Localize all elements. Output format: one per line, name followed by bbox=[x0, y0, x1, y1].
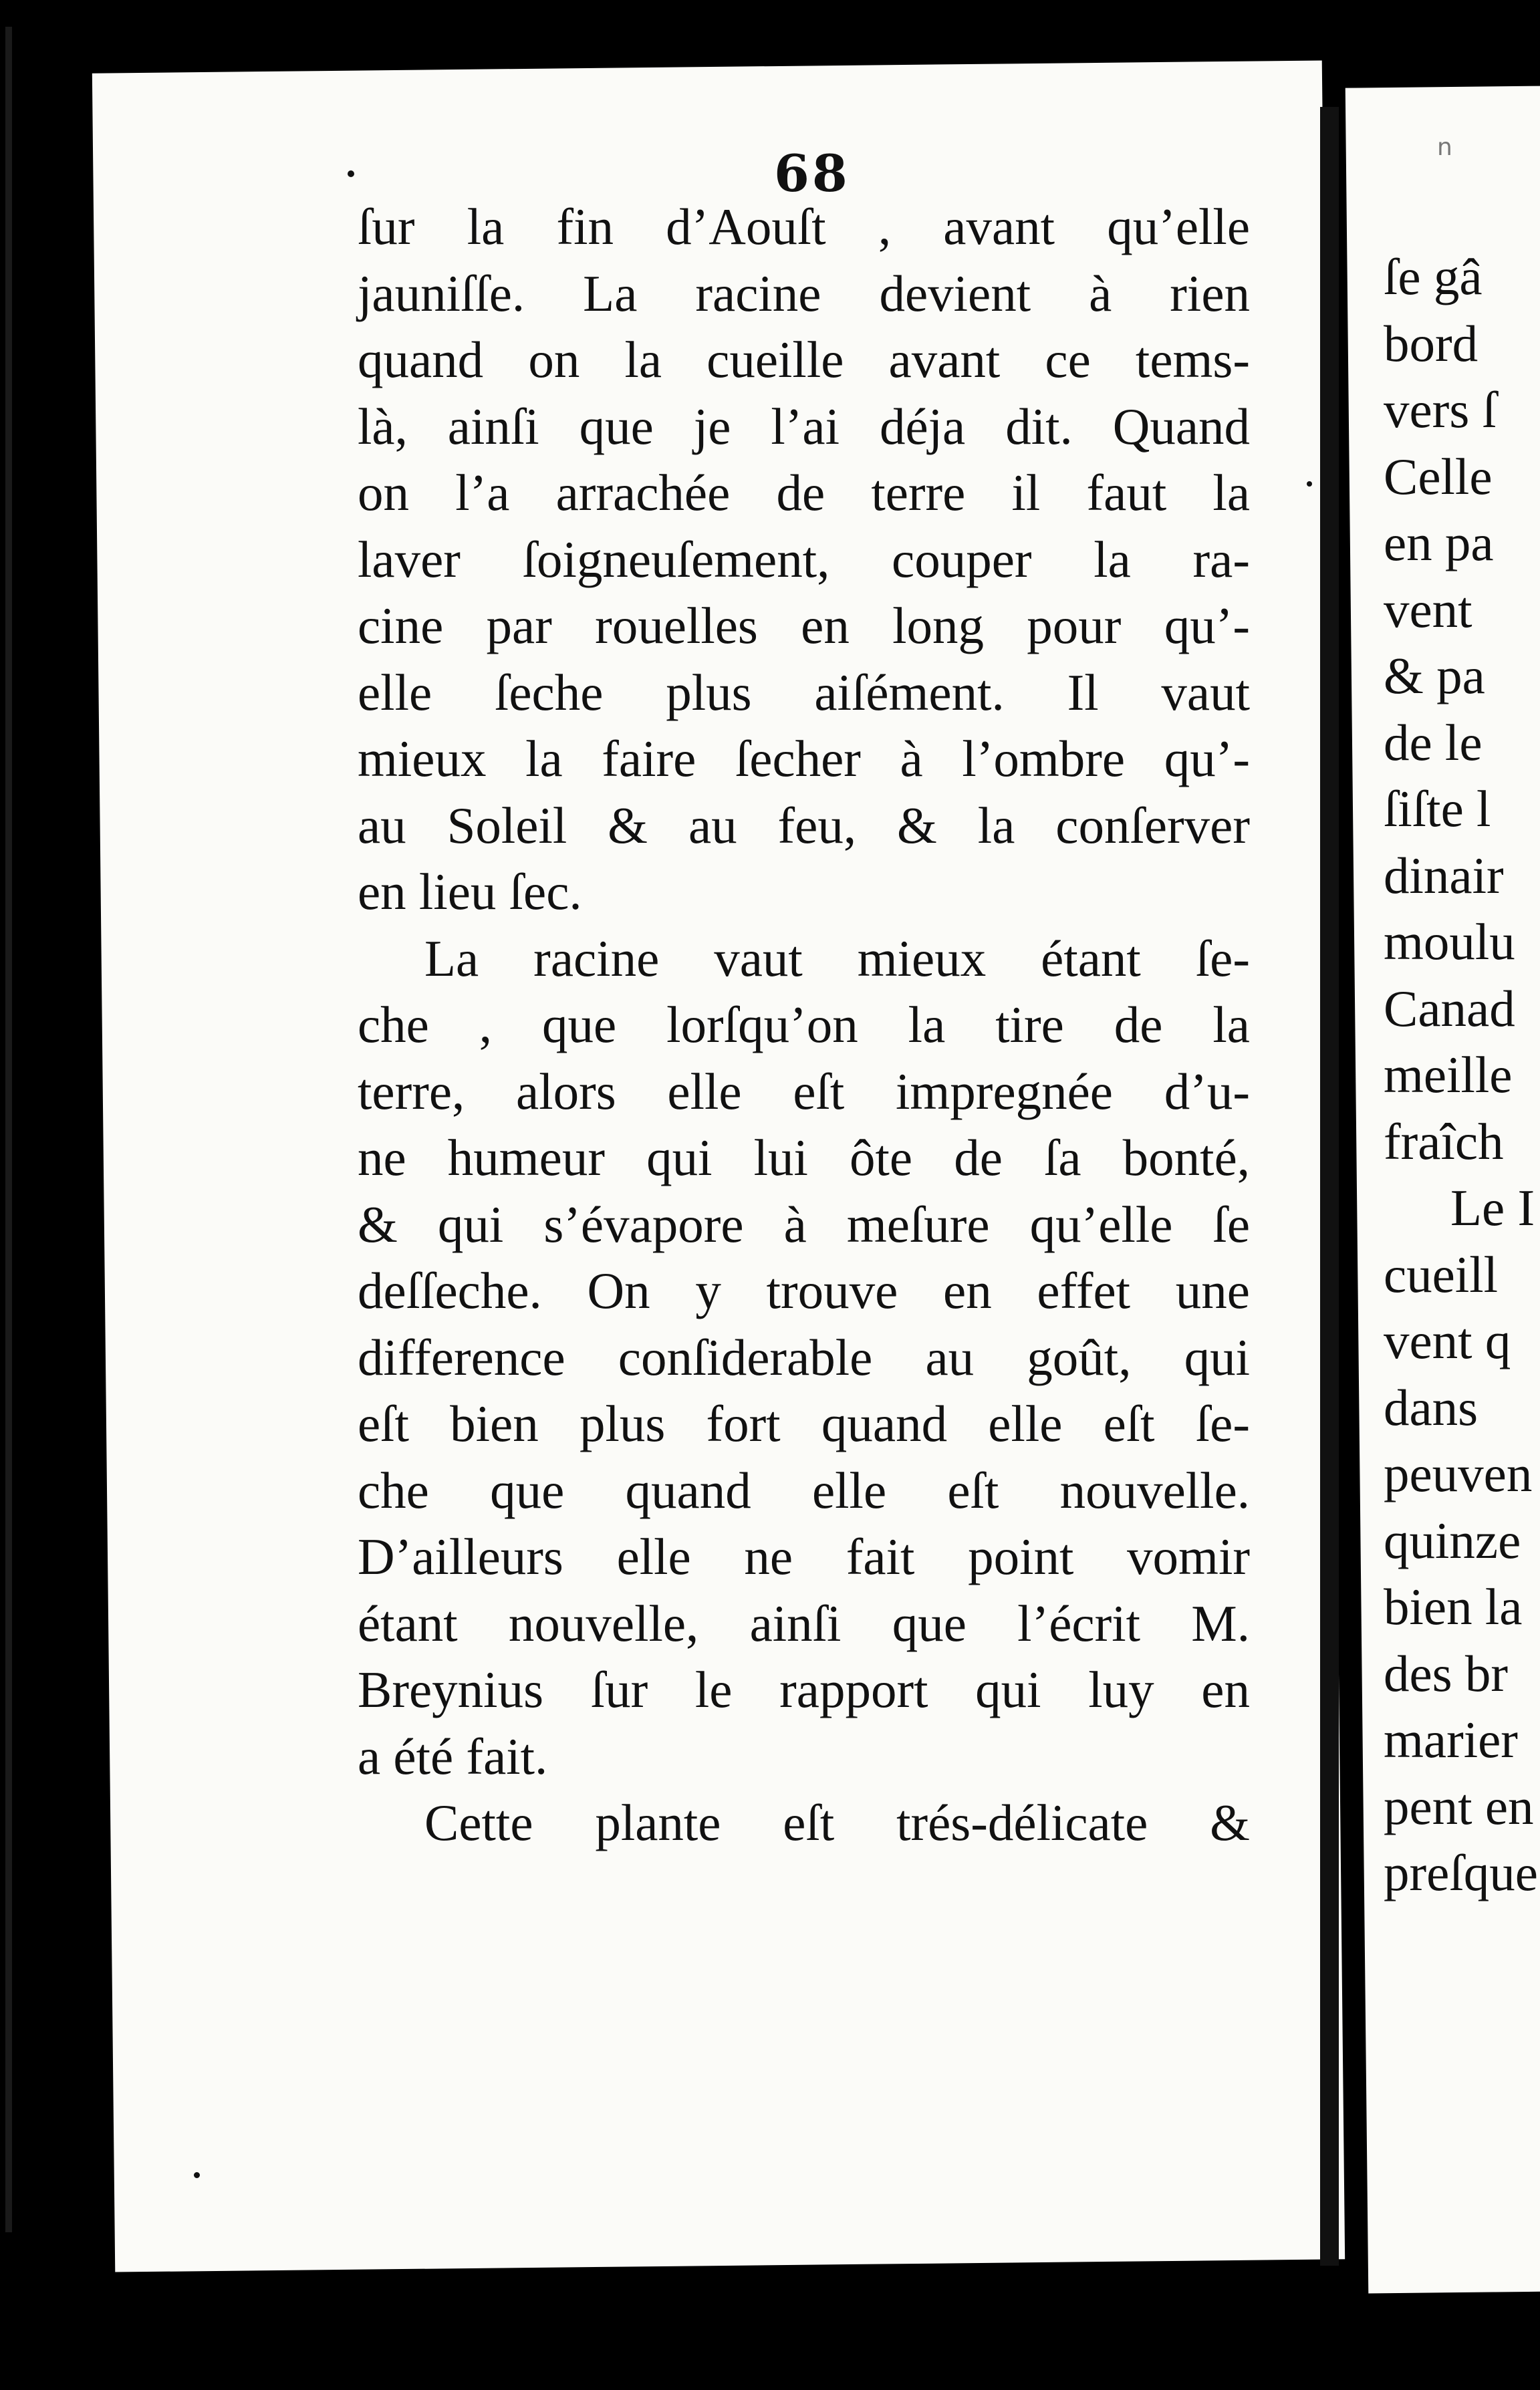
text-line: au Soleil & au feu, & la conſerver bbox=[358, 796, 1250, 854]
ink-speck bbox=[1307, 481, 1312, 487]
facing-text-line: vers ſ bbox=[1384, 381, 1497, 438]
facing-text-line: moulu bbox=[1384, 913, 1515, 970]
text-line: étant nouvelle, ainſi que l’écrit M. bbox=[358, 1594, 1250, 1652]
facing-text-line: dans bbox=[1384, 1378, 1479, 1436]
facing-text-line: bord bbox=[1384, 314, 1479, 372]
facing-text-line: des br bbox=[1384, 1644, 1509, 1702]
ink-speck bbox=[348, 170, 354, 177]
text-line: che que quand elle eſt nouvelle. bbox=[358, 1461, 1250, 1519]
page-number: 68 bbox=[774, 144, 850, 203]
facing-text-line: vent q bbox=[1384, 1312, 1511, 1369]
facing-text-line: ſiſte l bbox=[1384, 780, 1491, 837]
text-line: jauniſſe. La racine devient à rien bbox=[358, 264, 1250, 322]
binding-edge bbox=[5, 27, 12, 2232]
text-line: terre, alors elle eſt impregnée d’u- bbox=[358, 1062, 1250, 1120]
text-line: ſur la fin d’Aouſt , avant qu’elle bbox=[358, 198, 1250, 255]
text-line: mieux la faire ſecher à l’ombre qu’- bbox=[358, 730, 1250, 787]
facing-text-line: meille bbox=[1384, 1046, 1513, 1103]
facing-text-line: Celle bbox=[1384, 447, 1493, 505]
text-line: en lieu ſec. bbox=[358, 863, 582, 920]
facing-text-line: fraîch bbox=[1384, 1112, 1504, 1170]
text-line: cine par rouelles en long pour qu’- bbox=[358, 597, 1250, 654]
text-line: La racine vaut mieux étant ſe- bbox=[424, 929, 1250, 987]
facing-text-line: bien la bbox=[1384, 1578, 1523, 1635]
facing-text-line: pent en bbox=[1384, 1777, 1534, 1835]
facing-text-line: de le bbox=[1384, 713, 1483, 771]
text-line: on l’a arrachée de terre il faut la bbox=[358, 464, 1250, 521]
facing-text-line: en pa bbox=[1384, 514, 1494, 571]
text-line: che , que lorſqu’on la tire de la bbox=[358, 996, 1250, 1053]
facing-text-line: quinze bbox=[1384, 1511, 1521, 1569]
text-line: D’ailleurs elle ne fait point vomir bbox=[358, 1528, 1250, 1585]
text-line: eſt bien plus fort quand elle eſt ſe- bbox=[358, 1395, 1250, 1452]
text-line: laver ſoigneuſement, couper la ra- bbox=[358, 530, 1250, 588]
facing-text-line: vent bbox=[1384, 580, 1472, 638]
text-line: quand on la cueille avant ce tems- bbox=[358, 331, 1250, 388]
facing-text-line: preſque bbox=[1384, 1844, 1538, 1901]
ink-speck bbox=[194, 2172, 200, 2178]
text-line: Cette plante eſt trés-délicate & bbox=[424, 1794, 1250, 1851]
facing-page-mark: n bbox=[1437, 134, 1452, 161]
facing-text-line: cueill bbox=[1384, 1245, 1499, 1303]
text-line: deſſeche. On y trouve en effet une bbox=[358, 1262, 1250, 1319]
facing-text-line: Canad bbox=[1384, 979, 1515, 1037]
facing-text-line: peuven bbox=[1384, 1445, 1533, 1502]
text-line: là, ainſi que je l’ai déja dit. Quand bbox=[358, 397, 1250, 455]
facing-text-line: ſe gâ bbox=[1384, 248, 1483, 305]
text-line: elle ſeche plus aiſément. Il vaut bbox=[358, 663, 1250, 721]
facing-page-text bbox=[1384, 244, 1540, 1907]
facing-text-line: Le I bbox=[1450, 1179, 1535, 1236]
facing-text-line: dinair bbox=[1384, 846, 1504, 904]
text-line: ne humeur qui lui ôte de ſa bonté, bbox=[358, 1129, 1250, 1186]
main-text-block bbox=[358, 194, 1250, 1857]
page-gutter bbox=[1320, 107, 1339, 2266]
text-line: Breynius ſur le rapport qui luy en bbox=[358, 1661, 1250, 1718]
facing-text-line: marier bbox=[1384, 1711, 1518, 1768]
facing-text-line: & pa bbox=[1384, 647, 1485, 704]
text-line: difference conſiderable au goût, qui bbox=[358, 1328, 1250, 1386]
text-line: & qui s’évapore à meſure qu’elle ſe bbox=[358, 1195, 1250, 1253]
text-line: a été fait. bbox=[358, 1727, 548, 1785]
